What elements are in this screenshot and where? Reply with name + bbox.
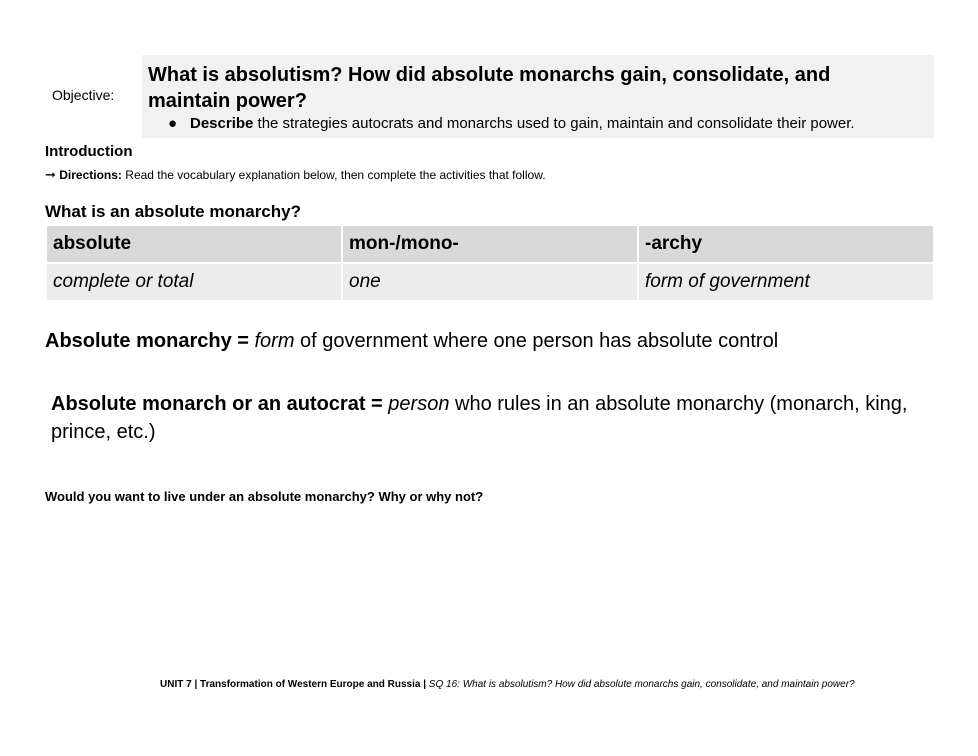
arrow-icon: ➞ bbox=[45, 167, 56, 182]
objective-bullet-bold: Describe bbox=[190, 115, 254, 132]
definition-italic: person bbox=[388, 393, 450, 415]
definition-term: Absolute monarchy = bbox=[45, 330, 255, 352]
footer-sq: SQ 16: What is absolutism? How did absolute monarchs gain, consolidate, and maintain power? bbox=[428, 679, 855, 690]
vocab-meaning-cell: one bbox=[342, 263, 638, 301]
vocab-header-cell: mon-/mono- bbox=[342, 225, 638, 263]
bullet-dot-icon: ● bbox=[168, 115, 178, 132]
definition-term: Absolute monarch or an autocrat = bbox=[51, 393, 389, 415]
vocab-table bbox=[45, 224, 935, 302]
vocab-heading: What is an absolute monarchy? bbox=[45, 202, 301, 221]
vocab-meaning-cell: complete or total bbox=[46, 263, 342, 301]
vocab-header-cell: -archy bbox=[638, 225, 934, 263]
directions-label: Directions: bbox=[59, 168, 122, 182]
objective-title: What is absolutism? How did absolute monarchs gain, consolidate, and maintain power? bbox=[148, 64, 831, 112]
footer-unit: UNIT 7 | Transformation of Western Europe and Russia | bbox=[160, 679, 429, 690]
objective-bullet-text: the strategies autocrats and monarchs used to gain, maintain and consolidate their power. bbox=[253, 115, 855, 132]
definition-text: who rules in an absolute monarchy (monarch, king, prince, etc.) bbox=[51, 393, 908, 443]
vocab-header-cell: absolute bbox=[46, 225, 342, 263]
directions-line bbox=[45, 167, 546, 183]
objective-bullet bbox=[168, 115, 855, 132]
definition-absolute-monarchy bbox=[45, 330, 778, 353]
definition-text: of government where one person has absolute control bbox=[294, 330, 779, 352]
vocab-meaning-row bbox=[46, 263, 934, 301]
objective-box bbox=[142, 55, 934, 138]
page-footer bbox=[160, 679, 855, 690]
reflection-question: Would you want to live under an absolute monarchy? Why or why not? bbox=[45, 489, 484, 504]
definition-absolute-monarch bbox=[51, 390, 931, 446]
introduction-heading: Introduction bbox=[45, 143, 133, 160]
directions-text: Read the vocabulary explanation below, then complete the activities that follow. bbox=[121, 168, 546, 182]
definition-italic: form bbox=[254, 330, 295, 352]
vocab-meaning-cell: form of government bbox=[638, 263, 934, 301]
objective-label: Objective: bbox=[52, 87, 115, 103]
vocab-header-row bbox=[46, 225, 934, 263]
